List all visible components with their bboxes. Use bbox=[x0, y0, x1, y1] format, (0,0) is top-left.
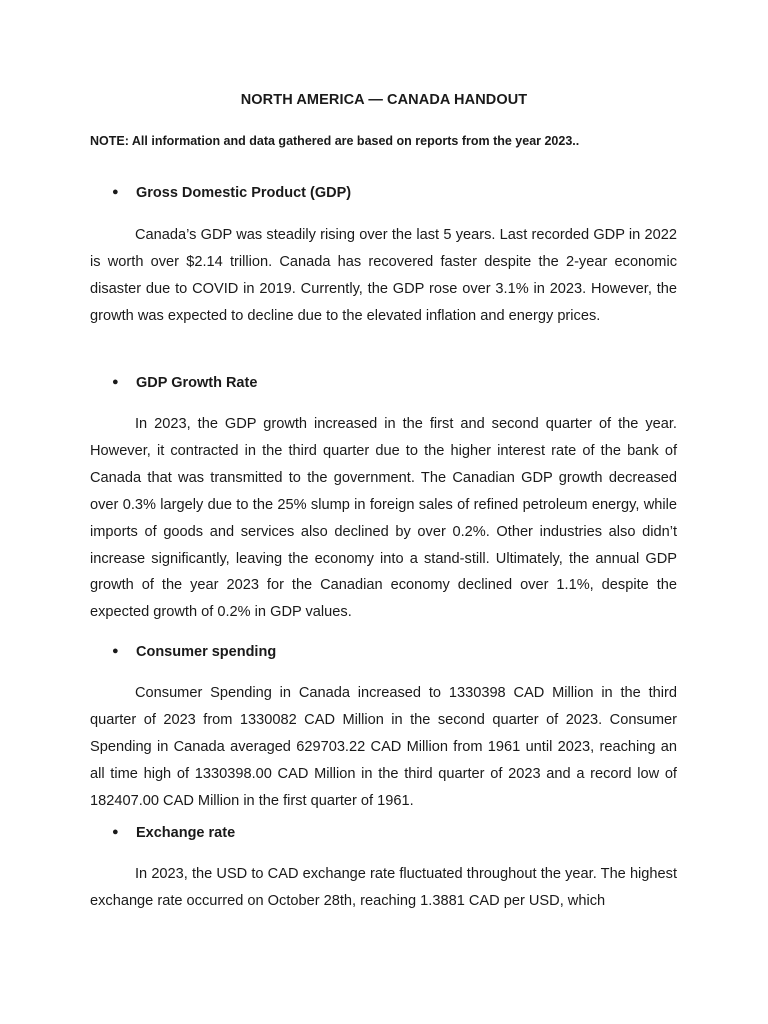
section-heading-label: Consumer spending bbox=[136, 644, 277, 660]
section-heading-label: Exchange rate bbox=[136, 825, 236, 841]
section-heading-label: GDP Growth Rate bbox=[136, 375, 258, 391]
bullet-icon: ● bbox=[112, 376, 119, 388]
section-heading-consumer-spending bbox=[112, 644, 276, 660]
bullet-icon: ● bbox=[112, 645, 119, 657]
section-body-gdp-growth-rate: In 2023, the GDP growth increased in the first and second quarter of the year. However, it contracted in the third quarter due to the higher interest rate of the bank of Canada that was transmitted to the government. The Canadian GDP growth decreased over 0.3% largely due to the 25% slump in foreign sales of refined petroleum energy, while imports of goods and services also declined by over 0.2%. Other industries also didn’t increase significantly, leaving the economy into a stand-still. Ultimately, the annual GDP growth of the year 2023 for the Canadian economy declined over 1.1%, despite the expected growth of 0.2% in GDP values. bbox=[90, 416, 677, 621]
section-heading-exchange-rate bbox=[112, 825, 235, 841]
document-title: NORTH AMERICA — CANADA HANDOUT bbox=[240, 92, 528, 108]
section-body-gdp: Canada’s GDP was steadily rising over the last 5 years. Last recorded GDP in 2022 is worth over $2.14 trillion. Canada has recovered faster despite the 2-year economic disaster due to COVID in 2019. Currently, the GDP rose over 3.1% in 2023. However, the growth was expected to decline due to the elevated inflation and energy prices. bbox=[90, 227, 677, 324]
document-note: NOTE: All information and data gathered are based on reports from the year 2023.. bbox=[90, 134, 580, 148]
section-body-exchange-rate: In 2023, the USD to CAD exchange rate fluctuated throughout the year. The highest exchange rate occurred on October 28th, reaching 1.3881 CAD per USD, which bbox=[90, 866, 677, 909]
bullet-icon: ● bbox=[112, 186, 119, 198]
section-body-consumer-spending: Consumer Spending in Canada increased to 1330398 CAD Million in the third quarter of 2023 from 1330082 CAD Million in the second quarter of 2023. Consumer Spending in Canada averaged 629703.22 CAD Million from 1961 until 2023, reaching an all time high of 1330398.00 CAD Million in the third quarter of 2023 and a record low of 182407.00 CAD Million in the first quarter of 1961. bbox=[90, 685, 677, 809]
bullet-icon: ● bbox=[112, 826, 119, 838]
section-heading-gdp-growth-rate bbox=[112, 375, 257, 391]
section-heading-label: Gross Domestic Product (GDP) bbox=[136, 185, 352, 201]
section-heading-gdp bbox=[112, 185, 351, 201]
